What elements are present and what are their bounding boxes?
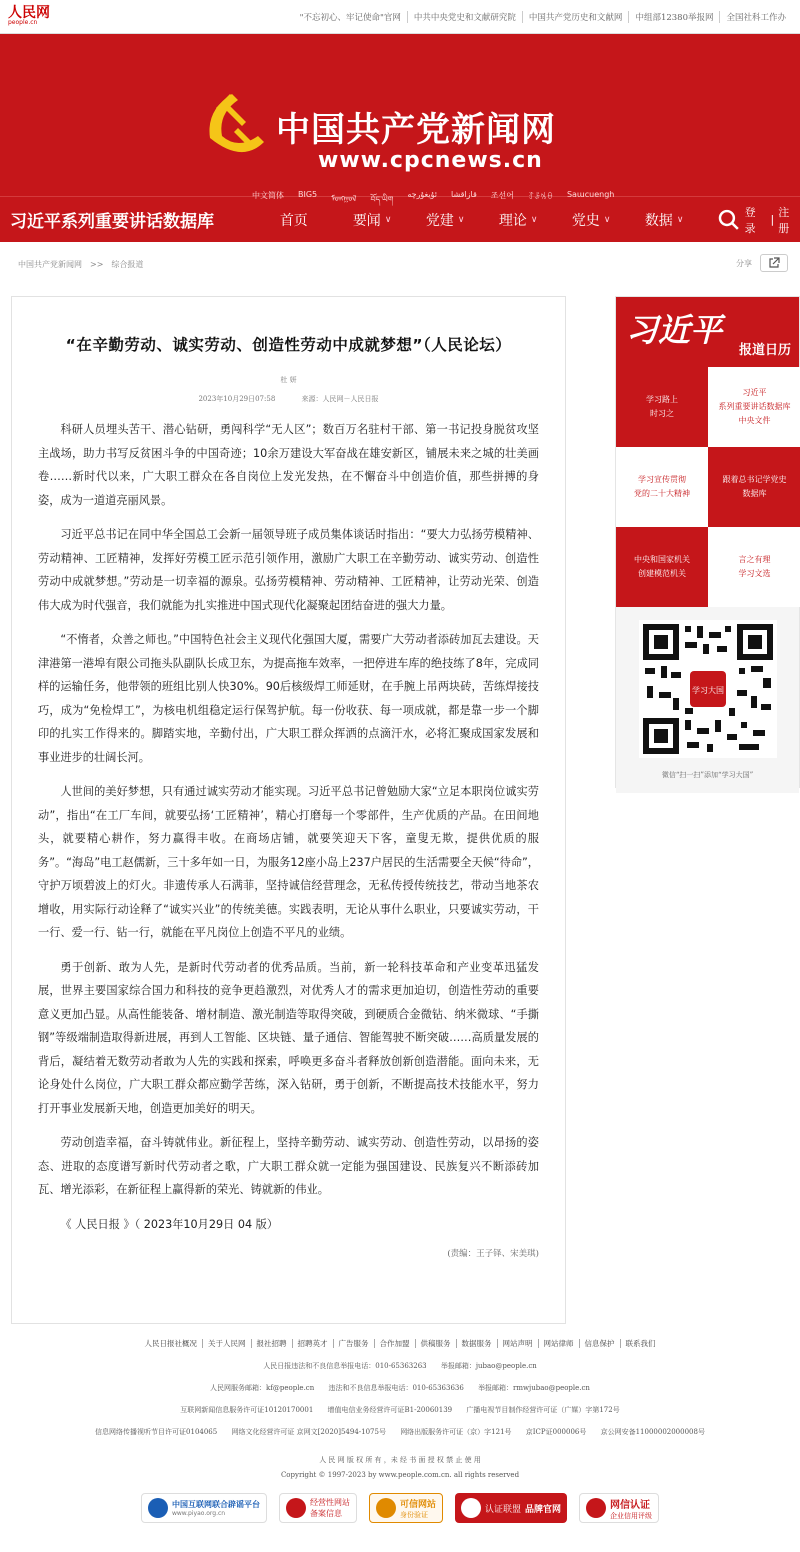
cert-alliance-badge[interactable] (455, 1493, 567, 1523)
top-links (294, 11, 792, 23)
footer-info: 网络出版服务许可证（京）字121号 (400, 1428, 512, 1436)
sidebar-link-text: 习近平 系列重要讲话数据库 中央文件 (718, 388, 791, 425)
language-link[interactable]: 中文简体 (252, 191, 284, 200)
badge-sub: www.piyao.org.cn (171, 1510, 226, 1517)
footer-info: 网络文化经营许可证 京网文[2020]5494-1075号 (231, 1428, 386, 1436)
footer-links (0, 1338, 800, 1349)
chevron-down-icon: ∨ (384, 214, 392, 225)
footer-info: 信息网络传播视听节目许可证0104065 (95, 1428, 218, 1436)
footer-info: 人民网服务邮箱：kf@people.cn (210, 1384, 315, 1392)
sidebar-link-text: 跟着总书记学党史 数据库 (722, 475, 787, 498)
footer-info: 京公网安备11000002000008号 (600, 1428, 705, 1436)
breadcrumb-arrow: >> (90, 259, 104, 269)
register-link[interactable]: 注册 (778, 205, 790, 235)
qr-center-label: 学习大国 (691, 686, 724, 695)
footer-info: 举报邮箱：jubao@people.cn (440, 1362, 537, 1370)
footer-info: 京ICP证000006号 (525, 1428, 587, 1436)
share-button[interactable] (760, 254, 788, 272)
footer-link[interactable]: 招聘英才 (292, 1339, 333, 1348)
sidebar-link-text: 中央和国家机关 创建模范机关 (634, 555, 690, 578)
article-paragraph: 劳动创造幸福，奋斗铸就伟业。新征程上，坚持辛勤劳动、诚实劳动、创造性劳动，以昂扬的姿态、进取的态度谱写新时代劳动者之歌，广大职工群众就一定能为强国建设、民族复兴不断添砖加瓦、增光添彩，在新征程上赢得新的荣光、铸就新的伟业。 (38, 1136, 539, 1196)
sidebar-link[interactable] (708, 447, 800, 527)
site-url: www.cpcnews.cn (318, 148, 543, 173)
sidebar-link[interactable] (616, 527, 708, 607)
search-icon[interactable] (718, 209, 740, 231)
footer-line (0, 1383, 800, 1393)
chevron-down-icon: ∨ (676, 214, 684, 225)
site-title: 中国共产党新闻网 (276, 110, 556, 150)
qr-section (616, 607, 799, 793)
chevron-down-icon: ∨ (603, 214, 611, 225)
nav-item-label: 理论 (498, 212, 527, 229)
footer-info: 人民日报违法和不良信息举报电话：010-65363263 (263, 1362, 427, 1370)
article-paragraph: 《 人民日报 》（ 2023年10月29日 04 版） (60, 1217, 279, 1231)
footer-info: 互联网新闻信息服务许可证10120170001 (180, 1406, 314, 1414)
article-source[interactable]: 来源：人民网－人民日报 (301, 395, 379, 403)
footer-info: 增值电信业务经营许可证B1-20060139 (327, 1406, 453, 1414)
language-list (252, 190, 614, 213)
footer-link[interactable]: 网站律师 (538, 1339, 579, 1348)
top-link[interactable]: 中组部12380举报网 (628, 11, 719, 23)
footer-info: 广播电视节目制作经营许可证（广媒）字第172号 (466, 1406, 620, 1414)
chevron-down-icon: ∨ (530, 214, 538, 225)
article-editor: (责编：王子铎、宋美琪) (447, 1249, 539, 1259)
piyao-badge[interactable] (141, 1493, 267, 1523)
footer-line (0, 1361, 800, 1371)
qr-code (639, 620, 777, 758)
top-link[interactable]: 全国社科工作办 (719, 11, 792, 23)
footer-link[interactable]: 人民日报社概况 (144, 1339, 197, 1348)
qr-caption: 微信“扫一扫”添加“学习大国” (661, 771, 754, 779)
sidebar-grid (616, 367, 799, 607)
footer-link[interactable]: 网站声明 (497, 1339, 538, 1348)
calendar-label: 报道日历 (738, 343, 791, 358)
article-author: 杜 妍 (280, 376, 297, 384)
badge-sub: 企业信用评级 (610, 1511, 653, 1520)
language-link[interactable]: བོད་ཡིག (370, 195, 394, 204)
top-link[interactable]: 中共中央党史和文献研究院 (407, 11, 522, 23)
sidebar-link[interactable] (616, 447, 708, 527)
sidebar-link-text: 言之有理 学习文选 (738, 555, 771, 578)
footer-link[interactable]: 信息保护 (579, 1339, 620, 1348)
badge-label: 认证联盟 (484, 1504, 521, 1515)
language-link[interactable]: ᠮᠣᠩᠭᠣᠯ (331, 194, 357, 203)
language-link[interactable]: Saɯcuengh (566, 190, 615, 199)
footer-info: 举报邮箱：rmwjubao@people.cn (478, 1384, 590, 1392)
qr-code-image (643, 624, 773, 754)
article-paragraph: 习近平总书记在同中华全国总工会新一届领导班子成员集体谈话时指出：“要大力弘扬劳模精神、劳动精神、工匠精神，发挥好劳模工匠示范引领作用，激励广大职工在辛勤劳动、诚实劳动、创造性劳动中成就梦想。”劳动是一切幸福的源泉。弘扬劳模精神、劳动精神、工匠精神，让劳动光荣、创造伟大成为时代强音，我们就能为扎实推进中国式现代化凝聚起团结奋进的强大力量。 (38, 528, 539, 612)
share-label: 分享 (736, 258, 752, 268)
language-link[interactable]: ئۇيغۇرچە (407, 190, 438, 199)
nav-separator: | (770, 213, 775, 226)
nav-item-label: 首页 (279, 212, 308, 229)
footer-badges (0, 1493, 800, 1523)
breadcrumb-home[interactable]: 中国共产党新闻网 (18, 259, 82, 269)
share-area (736, 254, 788, 272)
article-body (38, 418, 539, 1236)
sidebar (615, 296, 800, 788)
alliance-icon (461, 1498, 481, 1518)
footer-link[interactable]: 数据服务 (456, 1339, 497, 1348)
logo-sub: people.cn (8, 19, 38, 26)
article-title: “在辛勤劳动、诚实劳动、创造性劳动中成就梦想”（人民论坛） (65, 336, 512, 354)
calendar-name: 习近平 (626, 311, 723, 349)
top-link[interactable]: "不忘初心、牢记使命"官网 (299, 12, 401, 23)
footer-link[interactable]: 报社招聘 (251, 1339, 292, 1348)
sidebar-link-text: 学习路上 时习之 (646, 395, 678, 418)
badge-label: 中国互联网联合辟谣平台 (171, 1500, 260, 1509)
cyber-cert-badge[interactable] (579, 1493, 659, 1523)
nav-item-label: 党建 (425, 212, 454, 229)
copyright-en: Copyright © 1997-2023 by www.people.com.cn. all rights reserved (280, 1471, 520, 1479)
trusted-icon (376, 1498, 396, 1518)
site-footer (0, 1338, 800, 1523)
badge-label: 可信网站 (399, 1499, 436, 1510)
chevron-down-icon: ∨ (457, 214, 465, 225)
nav-item-label: 党史 (571, 212, 600, 229)
website-record-badge[interactable] (279, 1493, 357, 1523)
sidebar-link[interactable] (616, 367, 708, 447)
article-paragraph: “不惰者，众善之师也。”中国特色社会主义现代化强国大厦，需要广大劳动者添砖加瓦去建设。天津港第一港埠有限公司拖头队副队长成卫东，为提高拖车效率，一把停进车库的绝技练了8年，完成同样的运输任务，他带领的班组比别人快30%。90后核级焊工师延财，在手腕上吊两块砖，苦练焊接技巧，成为“免检焊工”，为核电机组稳定运行保驾护航。每一份收获、每一项成就，都是靠一步一个脚印的扎实工作得来的。脚踏实地，辛勤付出，广大职工群众挥洒的点滴汗水，必将汇聚成国家发展和事业进步的壮阔长河。 (38, 633, 539, 764)
report-calendar-banner[interactable] (616, 297, 799, 367)
top-link[interactable]: 中国共产党历史和文献网 (522, 11, 629, 23)
article-paragraph: 人世间的美好梦想，只有通过诚实劳动才能实现。习近平总书记曾勉励大家“立足本职岗位诚实劳动”，指出“在工厂车间，就要弘扬‘工匠精神’，精心打磨每一个零部件，生产优质的产品。在田间地头，就要精心耕作，努力赢得丰收。在商场店铺，就要笑迎天下客，童叟无欺，提供优质的服务”。“海岛”电工赵儒新，三十多年如一日，为服务12座小岛上237户居民的生活需要全天候“待命”，守护万顷碧波上的灯火。非遗传承人石满菲，坚持诚信经营理念，无私传授传统技艺，带动当地茶农增收，用实际行动诠释了“诚实兴业”的传统美德。实践表明，无论从事什么职业，只要诚实劳动，干一行、爱一行、钻一行，就能在平凡岗位上创造不平凡的业绩。 (38, 785, 539, 939)
footer-link[interactable]: 供稿服务 (415, 1339, 456, 1348)
nav-item-label: 要闻 (352, 212, 381, 229)
breadcrumb-section[interactable]: 综合报道 (111, 259, 144, 269)
badge-sub: 身份验证 (399, 1510, 428, 1519)
sidebar-link[interactable] (708, 367, 800, 447)
sidebar-link[interactable] (708, 527, 800, 607)
footer-link[interactable]: 联系我们 (620, 1339, 661, 1348)
cert-icon (586, 1498, 606, 1518)
trusted-site-badge[interactable] (369, 1493, 443, 1523)
record-icon (286, 1498, 306, 1518)
language-link[interactable]: ꆈꌠꁱꂷ (527, 192, 553, 201)
people-logo[interactable] (8, 7, 78, 26)
breadcrumb (0, 242, 800, 286)
footer-link[interactable]: 合作加盟 (374, 1339, 415, 1348)
badge-label: 网信认证 (610, 1499, 651, 1511)
badge-sub: 备案信息 (309, 1509, 342, 1518)
share-icon (768, 257, 780, 269)
login-link[interactable]: 登录 (744, 205, 756, 235)
copyright-cn: 人 民 网 版 权 所 有 ，未 经 书 面 授 权 禁 止 使 用 (319, 1456, 481, 1464)
footer-line (0, 1427, 800, 1437)
top-bar (0, 0, 800, 34)
database-title[interactable]: 习近平系列重要讲话数据库 (10, 212, 214, 232)
piyao-icon (148, 1498, 168, 1518)
nav-item-data[interactable] (645, 210, 718, 230)
site-banner (0, 34, 800, 204)
badge-label: 经营性网站 (309, 1498, 350, 1507)
footer-info: 违法和不良信息举报电话：010-65363636 (328, 1384, 464, 1392)
article-panel (11, 296, 566, 1324)
badge-label: 品牌官网 (525, 1504, 562, 1515)
sidebar-link-text: 学习宣传贯彻 党的二十大精神 (634, 475, 690, 498)
article-meta (38, 394, 539, 404)
article-paragraph: 勇于创新、敢为人先，是新时代劳动者的优秀品质。当前，新一轮科技革命和产业变革迅猛发展，世界主要国家综合国力和科技的竞争更趋激烈，对优秀人才的需求更加迫切，创造性劳动的重要意义更加凸显。从高性能装备、增材制造、激光制造等取得突破，到硬质合金微钻、纳米微球、“手撕钢”等级端制造取得新进展，再到人工智能、区块链、量子通信、智能驾驶不断突破……高质量发展的背后，凝结着无数劳动者敢为人先的实践和探索，呼唤更多奋斗者释放创新创造潜能。面向未来，无论身处什么岗位，广大职工群众都应勤学苦练，深入钻研，勇于创新，不断提高技术技能水平，努力打开事业发展新天地，创造更加美好的明天。 (38, 960, 539, 1115)
nav-item-label: 数据 (644, 212, 673, 229)
footer-link[interactable]: 广告服务 (333, 1339, 374, 1348)
logo-text: 人民网 (8, 5, 50, 21)
language-link[interactable]: BIG5 (298, 190, 318, 199)
party-emblem-icon (202, 80, 266, 158)
footer-link[interactable]: 关于人民网 (202, 1339, 251, 1348)
article-paragraph: 科研人员埋头苦干、潜心钻研，勇闯科学“无人区”；数百万名驻村干部、第一书记投身脱贫攻坚主战场，助力书写反贫困斗争的中国奇迹；10余万建设大军奋战在雄安新区，铺展未来之城的壮美画卷……新时代以来，广大职工群众在各自岗位上发光发热，在不懈奋斗中创造价值，那些拼搏的身姿，成为一道道亮丽风景。 (38, 423, 539, 507)
language-link[interactable]: 조선어 (490, 191, 514, 200)
footer-line (0, 1405, 800, 1415)
article-date: 2023年10月29日07:58 (198, 395, 276, 403)
language-link[interactable]: قازاقشا (451, 190, 477, 199)
